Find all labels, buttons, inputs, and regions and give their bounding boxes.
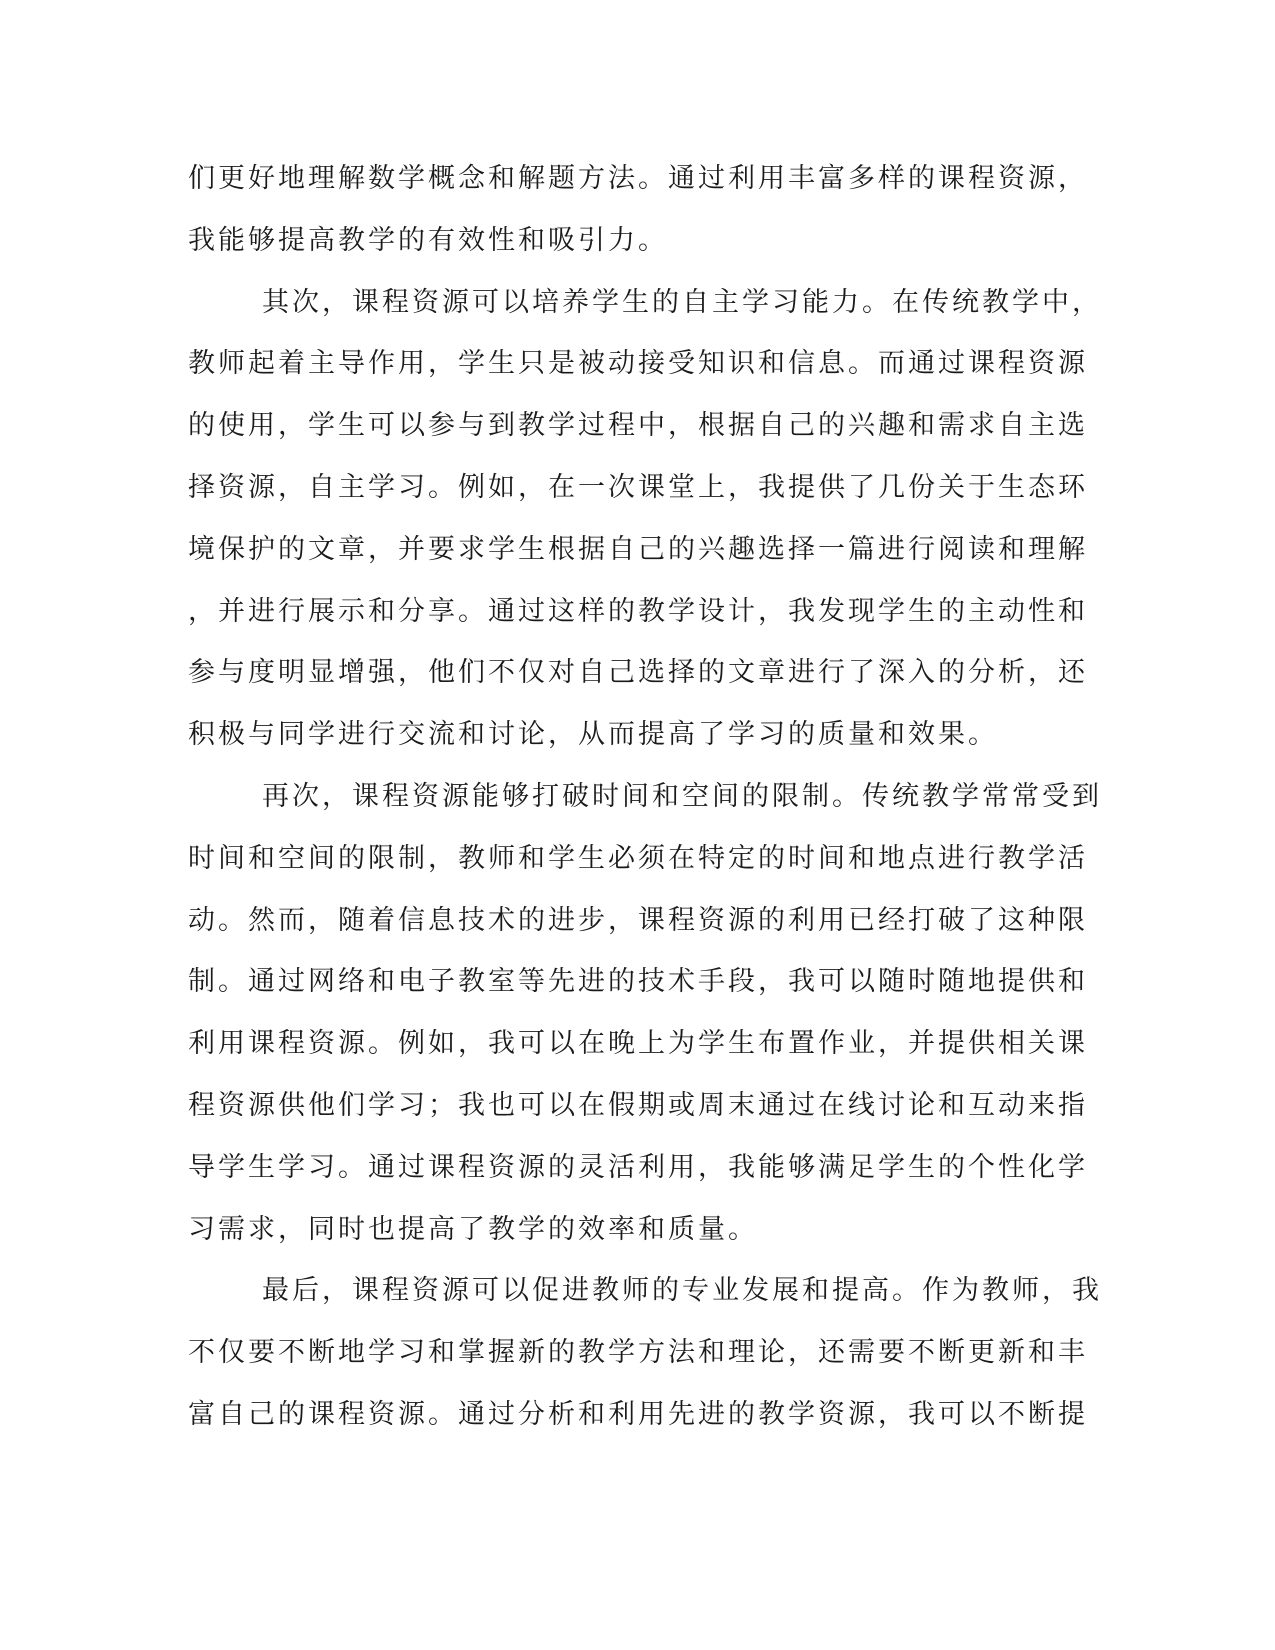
text-line: 不仅要不断地学习和掌握新的教学方法和理论，还需要不断更新和丰 bbox=[188, 1337, 1088, 1369]
text-line: 动。然而，随着信息技术的进步，课程资源的利用已经打破了这种限 bbox=[188, 904, 1088, 936]
paragraph-first-line: 其次，课程资源可以培养学生的自主学习能力。在传统教学中， bbox=[262, 286, 1102, 318]
text-line: 程资源供他们学习；我也可以在假期或周末通过在线讨论和互动来指 bbox=[188, 1089, 1088, 1121]
body-text bbox=[188, 160, 1102, 1458]
paragraph-first-line: 再次，课程资源能够打破时间和空间的限制。传统教学常常受到 bbox=[262, 780, 1102, 812]
text-line: 导学生学习。通过课程资源的灵活利用，我能够满足学生的个性化学 bbox=[188, 1151, 1088, 1183]
text-line: 教师起着主导作用，学生只是被动接受知识和信息。而通过课程资源 bbox=[188, 348, 1088, 380]
text-line: 择资源，自主学习。例如，在一次课堂上，我提供了几份关于生态环 bbox=[188, 471, 1088, 503]
text-line: 利用课程资源。例如，我可以在晚上为学生布置作业，并提供相关课 bbox=[188, 1028, 1088, 1060]
text-line: 制。通过网络和电子教室等先进的技术手段，我可以随时随地提供和 bbox=[188, 966, 1088, 998]
text-line: 我能够提高教学的有效性和吸引力。 bbox=[188, 224, 668, 256]
text-line: 富自己的课程资源。通过分析和利用先进的教学资源，我可以不断提 bbox=[188, 1398, 1088, 1430]
text-line: 们更好地理解数学概念和解题方法。通过利用丰富多样的课程资源， bbox=[188, 163, 1088, 194]
text-line: 积极与同学进行交流和讨论，从而提高了学习的质量和效果。 bbox=[188, 719, 998, 751]
text-line: 的使用，学生可以参与到教学过程中，根据自己的兴趣和需求自主选 bbox=[188, 410, 1088, 442]
paragraph-first-line: 最后，课程资源可以促进教师的专业发展和提高。作为教师，我 bbox=[262, 1275, 1102, 1307]
text-line: 时间和空间的限制，教师和学生必须在特定的时间和地点进行教学活 bbox=[188, 842, 1088, 874]
text-line: 境保护的文章，并要求学生根据自己的兴趣选择一篇进行阅读和理解 bbox=[188, 533, 1088, 565]
text-line: 参与度明显增强，他们不仅对自己选择的文章进行了深入的分析，还 bbox=[188, 657, 1088, 689]
text-line: ，并进行展示和分享。通过这样的教学设计，我发现学生的主动性和 bbox=[188, 595, 1088, 627]
text-line: 习需求，同时也提高了教学的效率和质量。 bbox=[188, 1213, 758, 1245]
